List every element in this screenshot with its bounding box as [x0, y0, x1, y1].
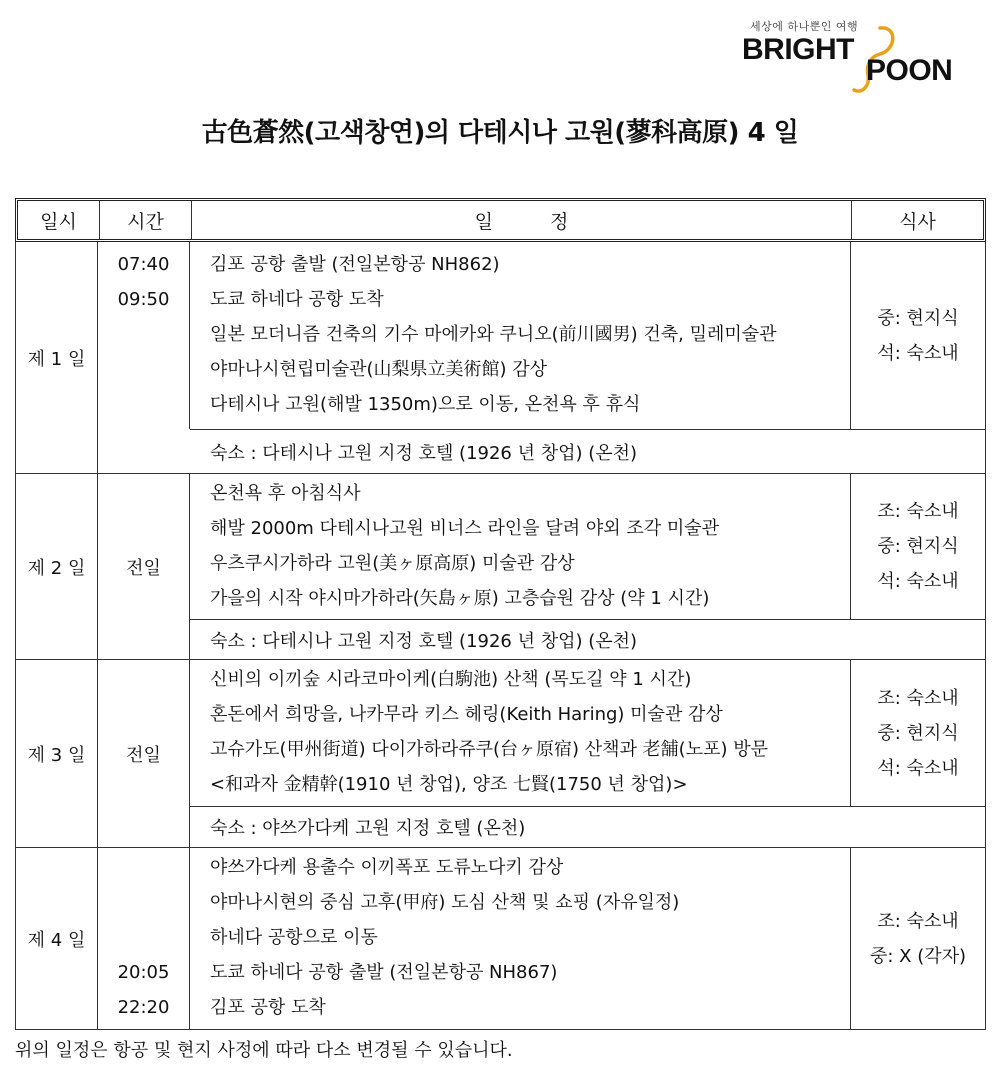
schedule-line: 해발 2000m 다테시나고원 비너스 라인을 달려 야외 조각 미술관	[210, 518, 720, 539]
time-value: 22:20	[117, 997, 170, 1018]
schedule-line: 야마나시현의 중심 고후(甲府) 도심 산책 및 쇼핑 (자유일정)	[210, 892, 680, 913]
day-row-3	[16, 660, 985, 848]
time-value	[98, 885, 189, 920]
logo-tagline: 세상에 하나뿐인 여행	[750, 20, 859, 33]
schedule-line: 김포 공항 출발 (전일본항공 NH862)	[210, 254, 500, 275]
meal-item: 석: 숙소내	[877, 757, 959, 779]
time-value	[98, 920, 189, 955]
table-body	[15, 242, 986, 1030]
day-row-2	[16, 474, 985, 660]
lodging-cell: 숙소 : 다테시나 고원 지정 호텔 (1926 년 창업) (온천)	[190, 619, 985, 659]
itinerary-table	[15, 198, 986, 1030]
time-value: 07:40	[117, 254, 170, 275]
meal-item: 조: 숙소내	[877, 687, 959, 709]
meal-item: 조: 숙소내	[877, 910, 959, 932]
schedule-line: 다테시나 고원(해발 1350m)으로 이동, 온천욕 후 휴식	[210, 394, 641, 415]
time-value: 20:05	[117, 962, 170, 983]
meal-item: 중: 현지식	[877, 307, 959, 329]
day-row-1	[16, 242, 985, 474]
schedule-cell	[190, 660, 850, 806]
time-value: 09:50	[117, 289, 170, 310]
schedule-line: 야쓰가다케 용출수 이끼폭포 도류노다키 감상	[210, 857, 564, 878]
time-cell	[98, 242, 190, 429]
header-date: 일시	[18, 201, 100, 239]
time-value	[98, 850, 189, 885]
schedule-line: 김포 공항 도착	[210, 997, 326, 1018]
time-cell	[98, 660, 190, 847]
schedule-line: <和과자 金精幹(1910 년 창업), 양조 七賢(1750 년 창업)>	[210, 774, 688, 795]
schedule-cell	[190, 242, 850, 429]
schedule-line: 고슈가도(甲州街道) 다이가하라쥬쿠(台ヶ原宿) 산책과 老舗(노포) 방문	[210, 739, 769, 760]
day-label: 제 1 일	[16, 242, 98, 473]
meal-cell	[850, 242, 985, 429]
meal-cell	[850, 474, 985, 619]
meal-item: 조: 숙소내	[877, 501, 959, 522]
schedule-line: 일본 모더니즘 건축의 기수 마에카와 쿠니오(前川國男) 건축, 밀레미술관	[210, 324, 777, 345]
header-time: 시간	[100, 201, 192, 239]
brand-logo	[740, 18, 970, 93]
meal-item: 석: 숙소내	[877, 342, 959, 364]
meal-cell	[850, 660, 985, 806]
day-label: 제 3 일	[16, 660, 98, 847]
schedule-line: 가을의 시작 야시마가하라(矢島ヶ原) 고층습원 감상 (약 1 시간)	[210, 588, 710, 609]
logo-bright: BRIGHT	[742, 33, 854, 66]
logo-spoon: POON	[866, 54, 953, 87]
day-label: 제 2 일	[16, 474, 98, 659]
schedule-line: 혼돈에서 희망을, 나카무라 키스 헤링(Keith Haring) 미술관 감상	[210, 704, 723, 725]
schedule-cell	[190, 848, 850, 1029]
footnote: 위의 일정은 항공 및 현지 사정에 따라 다소 변경될 수 있습니다.	[15, 1040, 513, 1061]
schedule-line: 온천욕 후 아침식사	[210, 483, 361, 504]
page-title: 古色蒼然(고색창연)의 다테시나 고원(蓼科高原) 4 일	[201, 118, 799, 148]
schedule-line: 도쿄 하네다 공항 출발 (전일본항공 NH867)	[210, 962, 558, 983]
day-row-4	[16, 848, 985, 1030]
lodging-cell: 숙소 : 다테시나 고원 지정 호텔 (1926 년 창업) (온천)	[190, 429, 985, 473]
schedule-line: 야마나시현립미술관(山梨県立美術館) 감상	[210, 359, 548, 380]
time-cell	[98, 474, 190, 659]
header-schedule: 일 정	[192, 201, 852, 239]
schedule-cell	[190, 474, 850, 619]
schedule-line: 하네다 공항으로 이동	[210, 927, 378, 948]
day-label: 제 4 일	[16, 848, 98, 1029]
time-value: 전일	[126, 557, 161, 579]
header-meal: 식사	[899, 210, 936, 233]
meal-item: 석: 숙소내	[877, 571, 959, 592]
meal-item: 중: X (각자)	[869, 945, 967, 967]
meal-item: 중: 현지식	[877, 722, 959, 744]
time-value: 전일	[126, 744, 161, 766]
meal-cell	[850, 848, 985, 1029]
meal-item: 중: 현지식	[877, 536, 959, 557]
schedule-line: 우츠쿠시가하라 고원(美ヶ原高原) 미술관 감상	[210, 553, 575, 574]
lodging-cell: 숙소 : 야쓰가다케 고원 지정 호텔 (온천)	[190, 806, 985, 847]
schedule-line: 신비의 이끼숲 시라코마이케(白駒池) 산책 (목도길 약 1 시간)	[210, 669, 692, 690]
table-header	[15, 198, 986, 242]
time-cell	[98, 848, 190, 1029]
schedule-line: 도쿄 하네다 공항 도착	[210, 289, 384, 310]
